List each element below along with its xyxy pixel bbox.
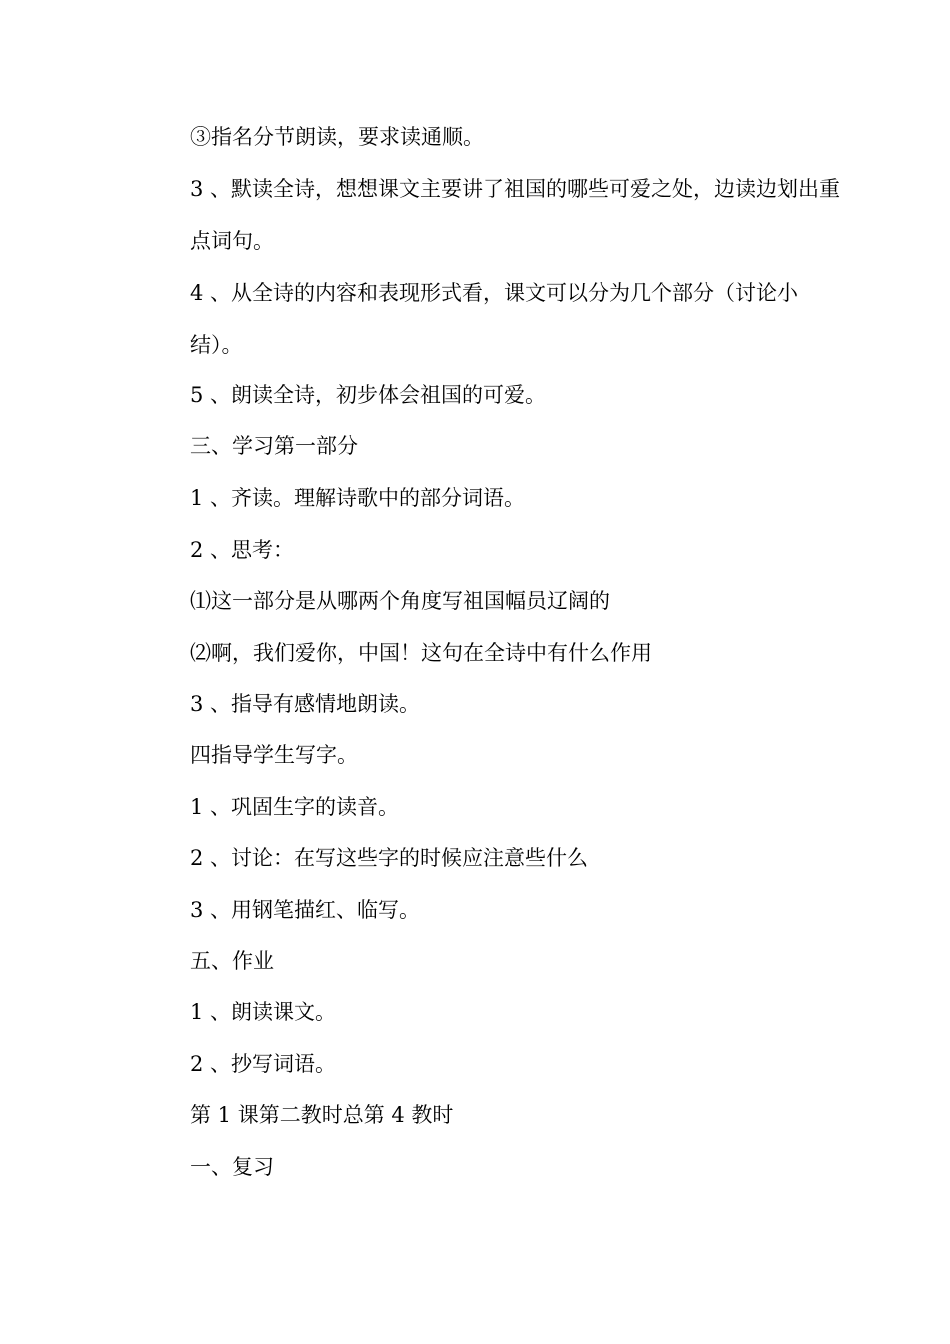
paragraph-11: 2 、讨论：在写这些字的时候应注意些什么 [190, 846, 589, 870]
paragraph-9: 3 、指导有感情地朗读。 [190, 692, 421, 716]
paragraph-1: ③指名分节朗读，要求读通顺。 [190, 125, 484, 149]
paragraph-4: 5 、朗读全诗，初步体会祖国的可爱。 [190, 383, 547, 407]
paragraph-7: ⑴这一部分是从哪两个角度写祖国幅员辽阔的 [190, 589, 610, 613]
paragraph-3: 4 、从全诗的内容和表现形式看，课文可以分为几个部分（讨论小结）。 [190, 281, 799, 357]
paragraph-6: 2 、思考： [190, 538, 295, 562]
paragraph-2: 3 、默读全诗，想想课文主要讲了祖国的哪些可爱之处，边读边划出重点词句。 [190, 177, 841, 253]
paragraph-8: ⑵啊，我们爱你，中国！这句在全诗中有什么作用 [190, 641, 652, 665]
section-heading-3: 三、学习第一部分 [190, 434, 358, 458]
section-heading-5: 五、作业 [190, 949, 274, 973]
section-heading-1: 一、复习 [190, 1155, 274, 1179]
paragraph-14: 2 、抄写词语。 [190, 1052, 337, 1076]
paragraph-12: 3 、用钢笔描红、临写。 [190, 898, 421, 922]
lesson-heading: 第 1 课第二教时总第 4 教时 [190, 1103, 454, 1127]
section-heading-4: 四指导学生写字。 [190, 743, 358, 767]
paragraph-10: 1 、巩固生字的读音。 [190, 795, 400, 819]
paragraph-13: 1 、朗读课文。 [190, 1000, 337, 1024]
paragraph-5: 1 、齐读。理解诗歌中的部分词语。 [190, 486, 526, 510]
